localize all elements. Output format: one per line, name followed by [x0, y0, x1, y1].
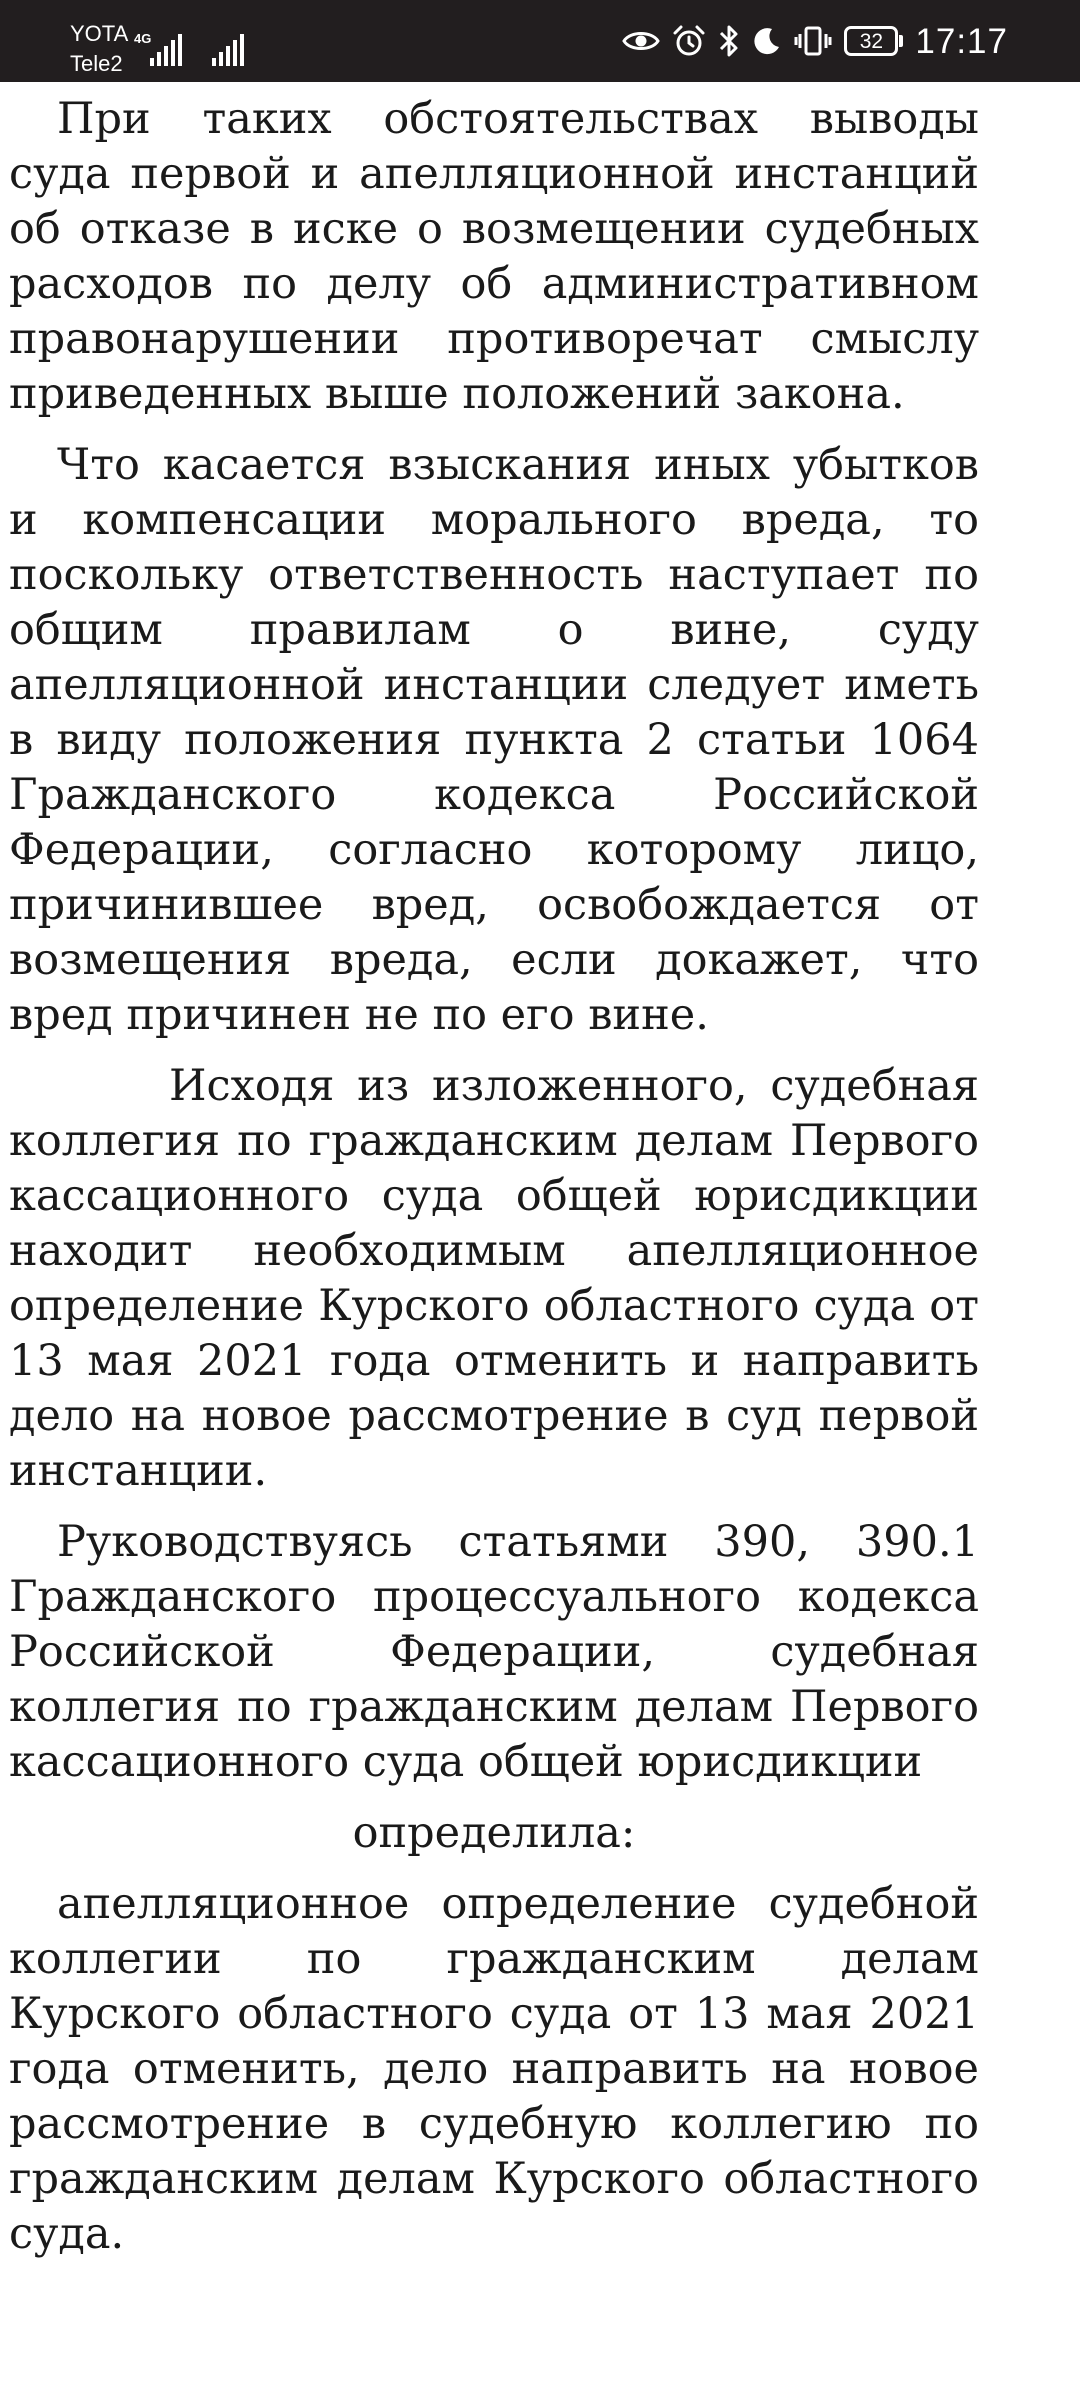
paragraph-3: Исходя из изложенного, судебная коллегия по гражданским делам Первого кассационного суда общей юрисдикции находит необходимым апелляционное определение Курского областного суда от 13 мая 2021 года отменить и направить дело на новое рассмотрение в суд первой инстанции. — [9, 1061, 979, 1496]
status-icons — [622, 0, 1080, 82]
battery-icon — [844, 26, 903, 56]
battery-level: 32 — [859, 29, 884, 53]
moon-icon — [752, 26, 782, 56]
carrier-name-1: YOTA — [70, 21, 129, 46]
battery-body — [844, 26, 898, 56]
signal-strength-icon-sim2 — [212, 34, 244, 66]
network-type-label: 4G — [134, 31, 152, 46]
paragraph-6: апелляционное определение судебной коллегии по гражданским делам Курского областного суда от 13 мая 2021 года отменить, дело направить на новое рассмотрение в судебную коллегию по гражданским делам Курского областного суда. — [9, 1879, 979, 2259]
paragraph-heading-ruling: определила: — [352, 1808, 636, 1858]
status-bar — [0, 0, 1080, 82]
paragraph-1: При таких обстоятельствах выводы суда первой и апелляционной инстанций об отказе в иске о возмещении судебных расходов по делу об административном правонарушении противоречат смыслу приведенных выше положений закона. — [9, 94, 979, 419]
paragraph-4: Руководствуясь статьями 390, 390.1 Гражданского процессуального кодекса Российской Федерации, судебная коллегия по гражданским делам Первого кассационного суда общей юрисдикции — [9, 1517, 979, 1787]
carrier-name-2: Tele2 — [70, 51, 123, 76]
eye-icon — [622, 28, 660, 54]
vibrate-icon — [794, 25, 832, 57]
battery-tip — [899, 35, 903, 47]
paragraph-2: Что касается взыскания иных убытков и компенсации морального вреда, то поскольку ответственность наступает по общим правилам о вине, суду апелляционной инстанции следует иметь в виду положения пункта 2 статьи 1064 Гражданского кодекса Российской Федерации, согласно которому лицо, причинившее вред, освобождается от возмещения вреда, если докажет, что вред причинен не по его вине. — [9, 440, 979, 1040]
bluetooth-icon — [718, 24, 740, 58]
alarm-icon — [672, 24, 706, 58]
signal-strength-icon-sim1 — [150, 34, 182, 66]
clock: 17:17 — [915, 21, 1008, 61]
document-viewer[interactable] — [9, 92, 979, 2278]
